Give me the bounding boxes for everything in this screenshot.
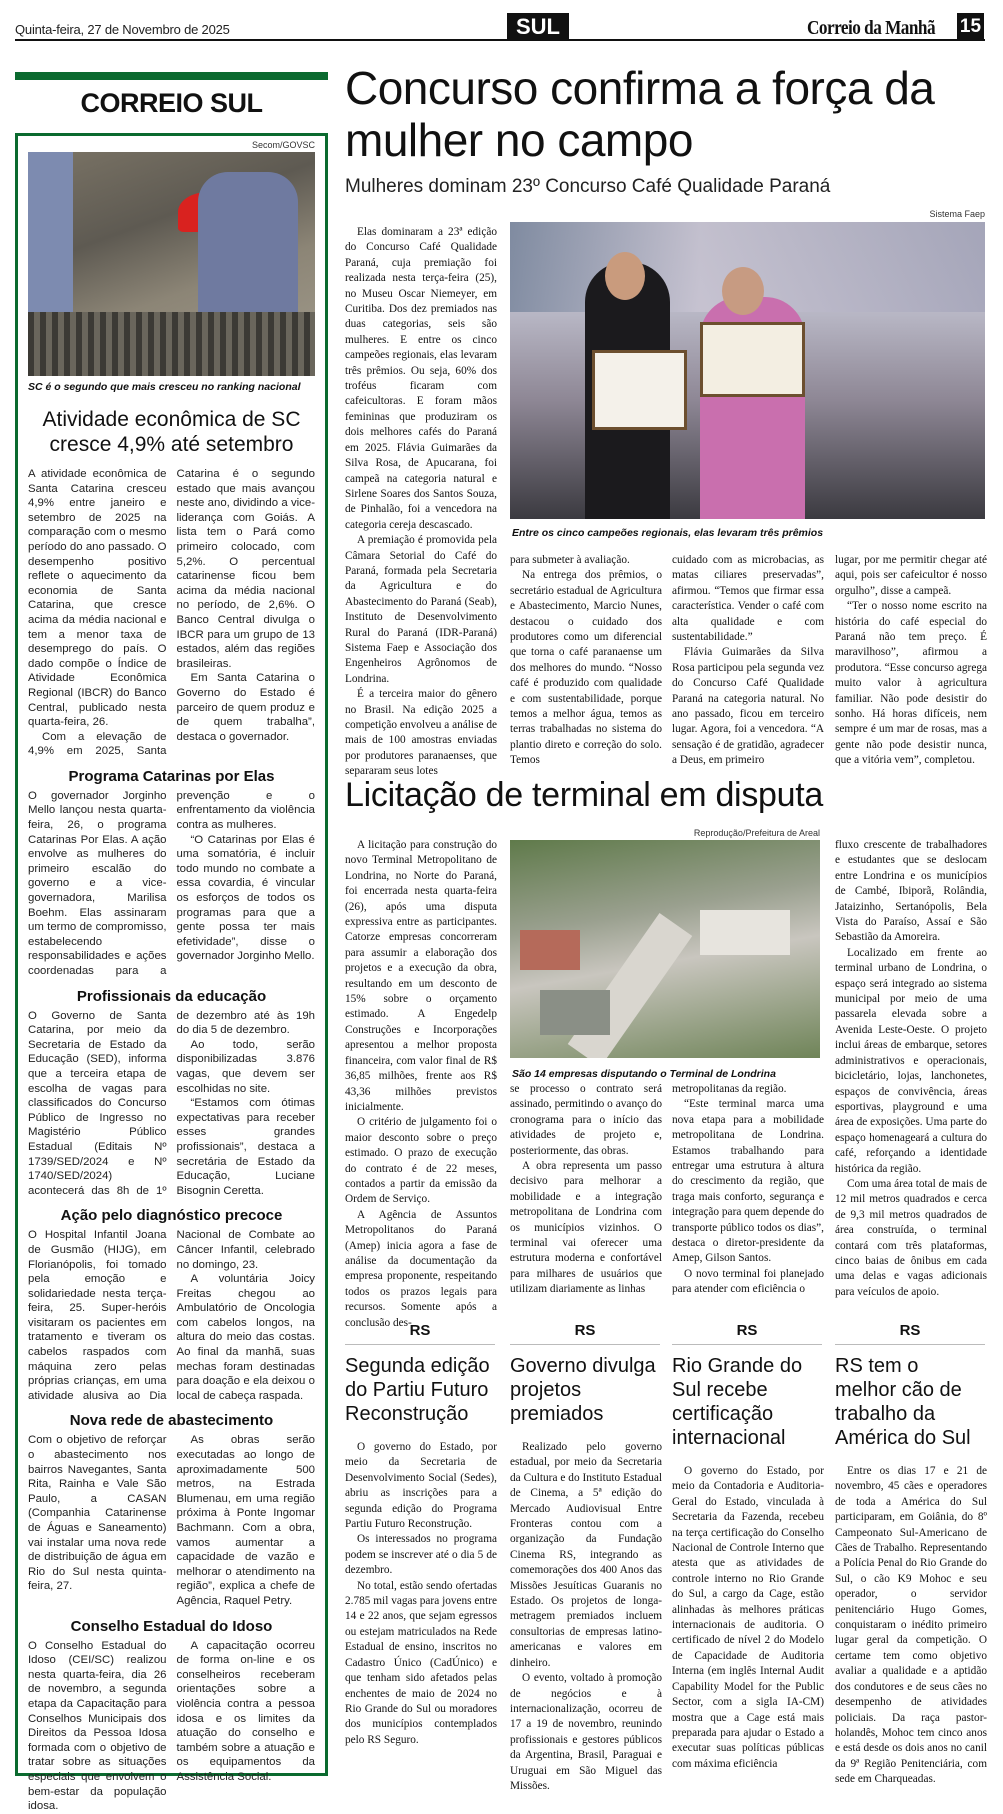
section-label: SUL — [507, 13, 569, 40]
building-shape — [540, 990, 610, 1035]
certificate-shape — [592, 350, 687, 430]
photo-caption: Entre os cinco campeões regionais, elas levaram três prêmios — [512, 527, 824, 539]
sidebar-section-title: Profissionais da educação — [76, 987, 267, 1005]
paragraph: O critério de julgamento foi o maior desconto sobre o preço estimado. O prazo de execução do contrato é de 22 meses, contados a partir da emissão da Ordem de Serviço. — [345, 1116, 497, 1206]
sidebar-section-text — [28, 1433, 315, 1608]
paragraph: “Estamos com ótimas expectativas para receber esses grandes profissionais”, destaca a secretária de Estado da Educação, Luciane Bisognin Ceretta. — [176, 1097, 315, 1197]
article-column — [672, 1082, 824, 1298]
rs-label: RS — [672, 1322, 822, 1345]
article-column — [510, 553, 662, 769]
issue-date: Quinta-feira, 27 de Novembro de 2025 — [15, 22, 230, 37]
paragraph: Entre os dias 17 e 21 de novembro, 45 cães e operadores de toda a América do Sul participaram, em Goiânia, do 8º Campeonato Sul-Americano de Cães de Trabalho. Representando a Polícia Penal do Rio Grande do Sul, o cão K9 Mohoc e seu operador, o servidor penitenciário Hugo Gomes, conquistaram o inédito primeiro lugar geral da competição. O certame tem como objetivo avaliar a qualidade e a aptidão dos condutores e de seus cães no desempenho de atividades policiais. Da raça pastor-holandês, Mohoc tem cinco anos e está desde os dois anos no canil da 9ª Região Penitenciária, com sede em Charqueadas. — [835, 1465, 987, 1786]
paragraph: Em Santa Catarina o Governo do Estado é parceiro de quem produz e de quem trabalha”, destaca o governador. — [176, 672, 315, 743]
sidebar-section-text — [28, 1009, 315, 1199]
paragraph: metropolitanas da região. — [672, 1083, 787, 1095]
rs-body — [345, 1440, 497, 1748]
sidebar-section-title: Conselho Estadual do Idoso — [70, 1617, 273, 1635]
paragraph: A capacitação ocorreu de forma on-line e os conselheiros receberam orientações sobre a violência contra a pessoa idosa e os limites da atuação do conselho e também sobre a atuação e os equipamentos da Assistência Social. — [176, 1639, 315, 1783]
rs-headline: Governo divulga projetos premiados — [510, 1355, 656, 1425]
sidebar-box — [15, 133, 328, 1813]
rs-body — [510, 1440, 662, 1794]
building-shape — [700, 910, 790, 955]
rs-body — [835, 1464, 987, 1788]
rs-label: RS — [510, 1322, 660, 1345]
article-column — [672, 553, 824, 769]
paragraph: “O Catarinas por Elas é uma somatória, é incluir todo mundo no combate a essa covardia, é vincular os esforços de todos os programas para que a gente possa ter mais efetividade”, disse o governador Jorginho Mello. — [176, 833, 315, 963]
rs-headline: Segunda edição do Partiu Futuro Reconstrução — [345, 1355, 490, 1425]
rs-brief — [672, 1322, 824, 1772]
paragraph: A licitação para construção do novo Terminal Metropolitano de Londrina, no Norte do Paraná, foi encerrada nesta quarta-feira (26), após uma disputa expressiva entre as participantes. Catorze empresas concorreram para assumir a elaboração dos projetos e a execução da obra, resultando em um desconto de 15% sobre o orçamento estimado. A Engedelp Construções e Incorporações apresentou a melhor proposta financeira, com valor final de R$ 36,85 milhões, frente aos R$ 43,36 milhões previstos inicialmente. — [345, 839, 497, 1113]
worker-shape — [198, 172, 298, 322]
rs-brief — [510, 1322, 662, 1794]
photo-caption: São 14 empresas disputando o Terminal de Londrina — [512, 1068, 776, 1080]
paragraph: Com a elevação de 4,9% em 2025, Santa Catarina é o segundo estado que mais avançou neste ano, dividindo a vice-liderança com Goiás. A lista tem o Pará como primeiro colocado, com 5,2%. O percentual catarinense ficou bem acima da média nacional no período, de 2,6%. O Banco Central divulga o IBCR para um grupo de 13 estados, além das regiões brasileiras. — [28, 468, 315, 758]
paragraph: Os interessados no programa podem se inscrever até o dia 5 de dezembro. — [345, 1533, 497, 1577]
paragraph: O Conselho Estadual do Idoso (CEI/SC) realizou nesta quarta-feira, dia 26 de novembro, a segunda etapa da Capacitação para Conselhos Municipais dos Direitos da Pessoa Idosa formada com o objetivo de tratar sobre as situações especiais que envolvem o bem-estar da população idosa. — [28, 1639, 167, 1813]
face-shape — [605, 252, 645, 300]
paragraph: No total, estão sendo ofertadas 2.785 mil vagas para jovens entre 14 e 22 anos, que sejam egressos ou estejam matriculados na Rede Estadual de ensino, inscritos no Cadastro Único (CadÚnico) e que tenham sido afetados pelas enchentes de maio de 2024 no Rio Grande do Sul ou moradores dos municípios contemplados pelo RS Seguro. — [345, 1579, 497, 1746]
paragraph: “Ter o nosso nome escrito na história do café especial do Paraná não tem preço. É maravilhoso”, afirmou a produtora. “Esse concurso agrega muito valor à agricultura familiar. Não pode desistir do sonho. Há horas difíceis, nem sempre é um mar de rosas, mas a gente não pode desistir nunca, que a vitória vem”, completou. — [835, 600, 987, 767]
rs-brief — [345, 1322, 497, 1748]
sidebar-section-text — [28, 1228, 315, 1403]
sidebar-section-text — [28, 789, 315, 979]
paragraph: O evento, voltado à promoção de negócios e à internacionalização, ocorreu de 17 a 19 de novembro, reunindo profissionais e gestores públicos da Argentina, Brasil, Paraguai e Uruguai em São Miguel das Missões. — [510, 1672, 662, 1792]
photo-caption: SC é o segundo que mais cresceu no ranking nacional — [28, 381, 301, 393]
paragraph: A premiação é promovida pela Câmara Setorial do Café do Paraná, formada pela Secretaria da Agricultura e do Abastecimento do Paraná (Seab), Instituto de Desenvolvimento Rural do Paraná (IDR-Paraná) Sistema Faep e Associação dos Engenheiros Agrônomos de Londrina. — [345, 534, 497, 685]
article-column — [835, 838, 987, 1300]
paragraph: A voluntária Joicy Freitas chegou ao Ambulatório de Oncologia com cabelos longos, na altura do meio das costas. Ao final da manhã, suas mechas foram destinadas para doação e ela deixou o local de cabeça raspada. — [176, 1273, 315, 1402]
header-rule — [15, 39, 985, 41]
sidebar-section-title: Programa Catarinas por Elas — [68, 767, 275, 785]
paragraph: O governador Jorginho Mello lançou nesta quarta-feira, 26, o programa Catarinas Por Elas. A ação envolve as mulheres do primeiro escalão do governo e a vice-governadora, Marilisa Boehm. Elas assinaram um termo de compromisso, estabelecendo responsabilidades e ações coordenadas para a prevenção e o enfrentamento da violência contra as mulheres. — [28, 789, 315, 977]
sidebar-accent-bar — [15, 72, 328, 80]
sidebar-title: CORREIO SUL — [80, 88, 263, 118]
certificate-shape — [700, 322, 805, 397]
paragraph: Realizado pelo governo estadual, por meio da Secretaria da Cultura e do Instituto Estadual de Cinema, a 5ª edição do Mercado Audiovisual Entre Fronteras contou com a organização da Fundação Cinema RS, integrando as comemorações dos 400 Anos das Missões Jesuíticas Guaranis no Estado. Os projetos de longa-metragem premiados incluem consultorias de empresas latino-americanas e valores em dinheiro. — [510, 1441, 662, 1669]
paragraph: As obras serão executadas ao longo de aproximadamente 500 metros, na Estrada Blumenau, em uma região próxima à Ponte Ingomar Bachmann. Com a obra, vamos aumentar a capacidade de vazão e melhorar o atendimento na região”, explica a chefe de Agência, Raquel Petry. — [176, 1434, 315, 1607]
paragraph: O governo do Estado, por meio da Contadoria e Auditoria-Geral do Estado, vinculada à Secretaria da Fazenda, recebeu na terça certificação do Conselho Nacional de Controle Interno que atesta que as atividades de controle interno no Rio Grande do Sul, a cargo da Cage, estão alinhadas às melhores práticas internacionais de auditoria. O certificado de nível 2 do Modelo de Capacidade de Auditoria Interna (em inglês Internal Audit Capability Model for the Public Sector, com a sigla IA-CM) mostra que a Cage está mais preparada para ajudar o Estado a executar suas políticas públicas com máxima eficiência — [672, 1465, 824, 1770]
rs-body — [672, 1464, 824, 1772]
paragraph: Elas dominaram a 23ª edição do Concurso Café Qualidade Paraná, cuja premiação foi realizada nesta terça-feira (25), no Museu Oscar Niemeyer, em Curitiba. Dos dez premiados nas duas categorias, seis são mulheres. E entre os cinco campeões regionais, elas levaram três prêmios. Ou seja, 60% dos troféus ficaram com cafeicultoras. E foram mãos femininas que produziram os dois melhores cafés do Paraná em 2025. Flávia Guimarães da Silva Rosa, de Apucarana, foi campeã na categoria natural e Sirlene Soares dos Santos Souza, de Pinhalão, foi a vencedora na categoria cereja descascado. — [345, 226, 497, 531]
sidebar-lead-text — [28, 467, 315, 759]
paragraph: Com o objetivo de reforçar o abastecimento nos bairros Navegantes, Santa Rita, Rainha e Vale São Paulo, a CASAN (Companhia Catarinense de Águas e Saneamento) vai instalar uma nova rede de distribuição de água em Rio do Sul nesta quinta-feira, 27. — [28, 1434, 167, 1593]
main-headline: Concurso confirma a força da mulher no campo — [345, 62, 935, 166]
paragraph: “Este terminal marca uma nova etapa para a mobilidade metropolitana de Londrina. Estamos trabalhando para entregar uma estrutura à altura do crescimento da região, que traga mais conforto, segurança e integração para quem depende do transporte público todos os dias”, destaca o diretor-presidente da Amep, Gilson Santos. — [672, 1098, 824, 1265]
article-column — [345, 225, 497, 780]
grating-shape — [28, 312, 315, 376]
article-column — [835, 553, 987, 769]
rs-brief — [835, 1322, 987, 1788]
rs-headline: Rio Grande do Sul recebe certificação internacional — [672, 1355, 803, 1449]
paragraph: Flávia Guimarães da Silva Rosa participou pela segunda vez do Concurso Café Qualidade Paraná na categoria natural. No ano passado, ficou em terceiro lugar. Agora, foi a vencedora. “A sensação é de gratidão, agradecer a Deus, em primeiro — [672, 646, 824, 767]
paragraph: É a terceira maior do gênero no Brasil. Na edição 2025 a competição envolveu a análise de mais de 100 amostras enviadas por produtores paranaenses, que separaram seus lotes — [345, 688, 497, 778]
photo-credit: Secom/GOVSC — [251, 140, 315, 150]
photo-credit: Sistema Faep — [929, 209, 985, 219]
paragraph: A obra representa um passo decisivo para melhorar a mobilidade e a integração metropolitana de Londrina com os municípios vizinhos. O terminal vai oferecer uma estrutura moderna e confortável para milhares de usuários que utilizam diariamente as linhas — [510, 1160, 662, 1296]
newspaper-logo: Correio da Manhã — [807, 17, 936, 39]
aerial-city-photo — [510, 840, 820, 1058]
paragraph: para submeter à avaliação. — [510, 554, 630, 566]
rs-label: RS — [835, 1322, 985, 1345]
sidebar-section-text — [28, 1639, 315, 1814]
paragraph: Com uma área total de mais de 12 mil metros quadrados e cerca de 9,3 mil metros quadrados de área construída, o terminal contará com três plataformas, cinco baias de ônibus em cada uma delas e vagas adicionais para veículos de apoio. — [835, 1177, 987, 1298]
sidebar-section-title: Ação pelo diagnóstico precoce — [60, 1207, 283, 1225]
paragraph: fluxo crescente de trabalhadores e estudantes que se deslocam entre Londrina e os municípios de Cambé, Ibiporã, Rolândia, Jataizinho, Sertanópolis, Bela Vista do Paraíso, Assaí e São Sebastião da Amoreira. — [835, 839, 987, 944]
sidebar-headline: Atividade econômica de SC cresce 4,9% até setembro — [42, 408, 301, 456]
paragraph: cuidado com as microbacias, as matas ciliares preservadas”, afirmou. “Temos que firmar essa característica. Vender o café com alta qualidade e com sustentabilidade.” — [672, 554, 824, 644]
photo-credit: Reprodução/Prefeitura de Areal — [693, 828, 820, 838]
face-shape — [722, 267, 764, 315]
page-number: 15 — [957, 13, 984, 40]
sidebar-photo — [28, 152, 315, 376]
paragraph: A Agência de Assuntos Metropolitanos do Paraná (Amep) inicia agora a fase de análise da documentação da empresa proponente, respeitando todos os prazos legais para recursos. Somente após a conclusão des- — [345, 1208, 497, 1329]
paragraph: lugar, por me permitir chegar até aqui, pois ser cafeicultor é nosso orgulho”, disse a campeã. — [835, 554, 987, 597]
sidebar-sections — [28, 768, 315, 1814]
paragraph: Ao todo, serão disponibilizadas 3.876 vagas, que devem ser escolhidas no site. — [176, 1038, 315, 1095]
article-column — [510, 1082, 662, 1298]
building-shape — [520, 930, 580, 970]
paragraph: O Hospital Infantil Joana de Gusmão (HIJG), em Florianópolis, foi tomado pela emoção e solidariedade nesta terça-feira, 25. Super-heróis visitaram os pacientes em tratamento e tiveram os cabelos raspados com máquina zero pelas próprias crianças, em uma atividade alusiva ao Dia Nacional de Combate ao Câncer Infantil, celebrado no domingo, 23. — [28, 1229, 315, 1402]
main-subtitle: Mulheres dominam 23º Concurso Café Qualidade Paraná — [345, 176, 831, 197]
paragraph: O Governo de Santa Catarina, por meio da Secretaria de Estado da Educação (SED), informa que a terceira etapa de escolha de vagas para classificados do Concurso Público de Ingresso no Magistério Público Estadual (Editais Nº 1739/SED/2024 e Nº 1740/SED/2024) acontecerá das 8h de 1º de dezembro até às 19h do dia 5 de dezembro. — [28, 1009, 315, 1197]
sidebar-section-title: Nova rede de abastecimento — [69, 1412, 274, 1430]
paragraph: Localizado em frente ao terminal urbano de Londrina, o espaço será integrado ao sistema municipal por meio de uma passarela elevada sobre a Avenida Leste-Oeste. O projeto inclui áreas de embarque, setores administrativos e operacionais, bicicletário, lojas, lanchonetes, espaços de convivência, áreas esportivas, playground e uma área de exposições. Uma parte do espaço homenageará a cultura do café, reforçando a identidade histórica da região. — [835, 946, 987, 1175]
rs-headline: RS tem o melhor cão de trabalho da América do Sul — [835, 1355, 971, 1449]
article-column — [345, 838, 497, 1331]
award-photo — [510, 222, 985, 519]
article-headline: Licitação de terminal em disputa — [345, 776, 823, 814]
street-shape — [568, 913, 693, 1058]
paragraph: se processo o contrato será assinado, permitindo o avanço do cronograma para o início das atividades de projeto e, posteriormente, das obras. — [510, 1083, 662, 1157]
rs-label: RS — [345, 1322, 495, 1345]
paragraph: O novo terminal foi planejado para atender com eficiência o — [672, 1267, 824, 1296]
paragraph: A atividade econômica de Santa Catarina cresceu 4,9% entre janeiro e setembro de 2025 na comparação com o mesmo período do ano passado. O desempenho positivo reflete o aquecimento da economia de Santa Catarina, que cresce acima da média nacional e tem a menor taxa de desemprego do país. O dado compõe o Índice de Atividade Econômica Regional (IBCR) do Banco Central, publicado nesta quarta-feira, 26. — [28, 468, 167, 729]
paragraph: O governo do Estado, por meio da Secretaria de Desenvolvimento Social (Sedes), abriu as inscrições para a segunda edição do Programa Partiu Futuro Reconstrução. — [345, 1441, 497, 1531]
paragraph: Na entrega dos prêmios, o secretário estadual de Agricultura e Abastecimento, Marcio Nunes, destacou o cuidado dos produtores como um diferencial que torna o café paranaense um dos melhores do mundo. “Nosso café é produzido com qualidade e com sustentabilidade, porque temos a melhor água, temos as terras trabalhadas no sistema do plantio direto e correção do solo. Temos — [510, 569, 662, 767]
